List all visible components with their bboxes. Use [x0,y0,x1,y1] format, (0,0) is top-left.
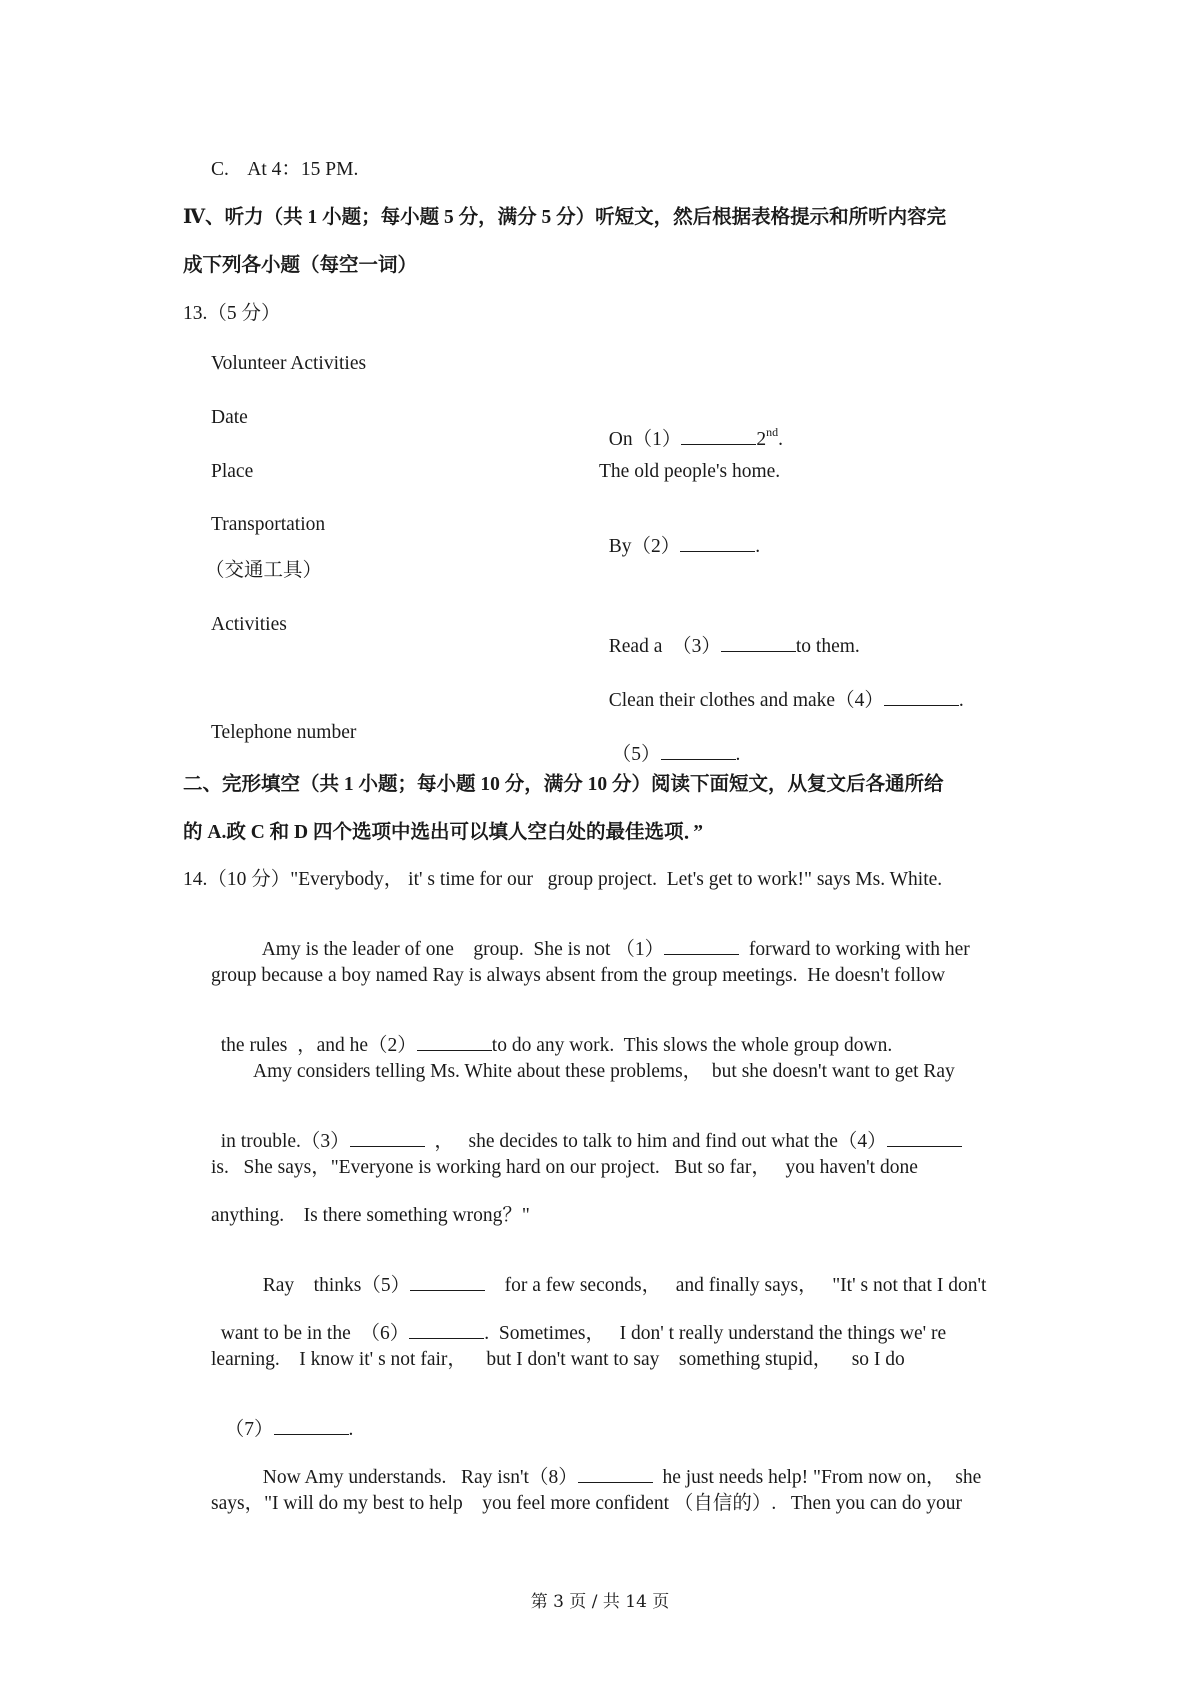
blank-p5 [410,1274,485,1291]
place-value: The old people's home. [599,461,781,482]
date-label: Date [211,407,248,428]
blank-p1 [664,938,739,955]
blank-p4 [887,1130,962,1147]
passage-line: learning. I know it' s not fair， but I don't want to say something stupid， so I do [211,1349,905,1370]
passage-text: （7） [224,1418,274,1440]
option-c: C. At 4：15 PM. [211,159,359,180]
activities-label: Activities [211,614,287,635]
transportation-label: Transportation [211,514,326,535]
transportation-value [599,515,760,556]
passage-line [211,1014,892,1055]
passage-text: Amy is the leader of one group. She is not （1） [261,938,665,960]
passage-text: the rules ，and he（2） [220,1034,417,1056]
passage-text: he just needs help! "From now on， she [652,1466,982,1488]
passage-text: . Sometimes， I don' t really understand the things we' re [484,1322,947,1344]
passage-line: anything. Is there something wrong？" [211,1205,530,1226]
blank-p6 [409,1322,484,1339]
section-2-instruction-line-1: 二、完形填空（共 1 小题；每小题 10 分，满分 10 分）阅读下面短文，从复文后各通所给 [183,774,944,795]
blank-3 [721,635,796,652]
passage-line [211,1302,946,1343]
passage-text: . [348,1418,354,1440]
date-value [599,408,783,449]
blank-p3 [350,1130,425,1147]
activity-2-period: . [958,689,964,711]
passage-text: want to be in the （6） [220,1322,410,1344]
blank-4 [884,689,959,706]
activity-1-suffix: to them. [795,635,860,657]
transportation-chinese: （交通工具） [205,560,323,581]
passage-line: is. She says，"Everyone is working hard on our project. But so far， you haven't done [211,1157,918,1178]
passage-text: for a few seconds， and finally says， "It' s not that I don't [485,1274,987,1296]
passage-text: forward to working with her [739,938,970,960]
activity-2 [599,669,964,710]
passage-line: says，"I will do my best to help you feel more confident （自信的）. Then you can do your [211,1493,962,1514]
date-suffix: nd [766,424,779,439]
blank-1 [681,428,756,445]
section-4-instruction-line-1: Ⅳ、听力（共 1 小题；每小题 5 分，满分 5 分）听短文，然后根据表格提示和所听内容完 [183,207,947,228]
passage-text: Ray thinks（5） [262,1274,411,1296]
telephone-value [602,723,740,764]
activity-2-prefix: Clean their clothes and make（4） [608,689,884,711]
passage-line [253,1254,986,1295]
activity-1 [599,615,860,656]
date-prefix: On（1） [608,428,682,450]
activity-1-prefix: Read a （3） [608,635,721,657]
passage-line [253,1446,981,1487]
passage-line: group because a boy named Ray is always absent from the group meetings. He doesn't follow [211,965,946,986]
page-footer: 第 3 页 / 共 14 页 [530,1592,670,1612]
blank-p8 [578,1466,653,1483]
passage-line: Amy considers telling Ms. White about these problems， but she doesn't want to get Ray [253,1061,955,1082]
passage-text: to do any work. This slows the whole group down. [491,1034,893,1056]
passage-text: ， she decides to talk to him and find out what the（4） [424,1130,887,1152]
section-4-instruction-line-2: 成下列各小题（每空一词） [183,255,418,276]
transportation-period: . [755,535,761,557]
blank-2 [680,535,755,552]
place-label: Place [211,461,254,482]
passage-text: Now Amy understands. Ray isn't（8） [262,1466,578,1488]
blank-p7 [274,1418,349,1435]
question-13-heading: 13.（5 分） [183,303,281,324]
blank-5 [661,743,736,760]
table-title: Volunteer Activities [211,353,367,374]
date-period: . [778,428,783,450]
telephone-label: Telephone number [211,722,357,743]
passage-line [253,918,970,959]
blank-p2 [417,1034,492,1051]
passage-line [211,1110,962,1151]
telephone-prefix: （5） [611,743,661,765]
section-2-instruction-line-2: 的 A.政 C 和 D 四个选项中选出可以填人空白处的最佳选项．” [183,822,703,843]
question-14-heading: 14.（10 分）"Everybody， it' s time for our group project. Let's get to work!" says Ms. White. [183,869,943,890]
telephone-period: . [735,743,741,765]
passage-line [215,1398,353,1439]
date-day: 2 [756,428,767,450]
passage-text: in trouble.（3） [220,1130,350,1152]
transportation-prefix: By（2） [608,535,681,557]
